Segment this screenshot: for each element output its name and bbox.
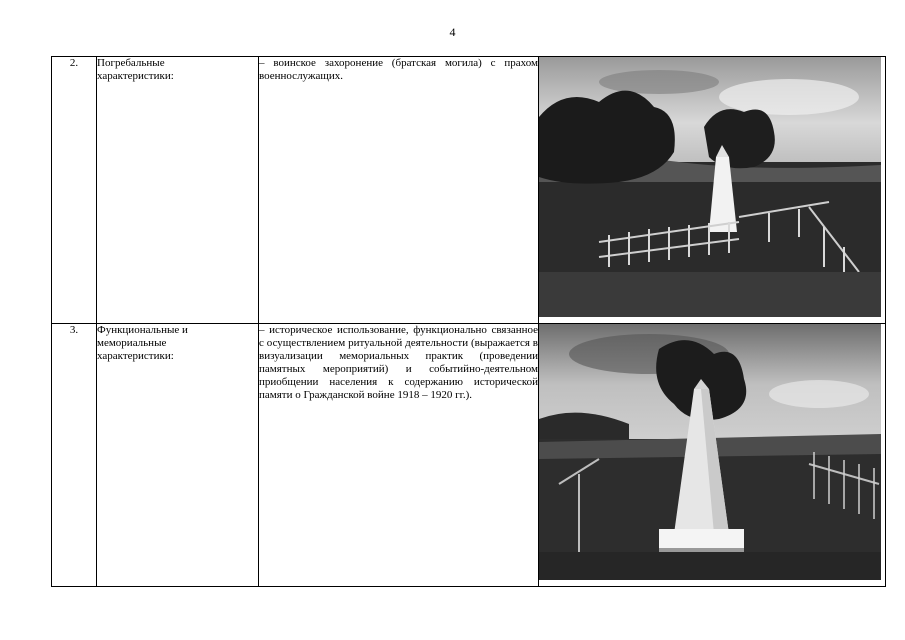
row-title-line: Погребальные: [97, 57, 165, 69]
grave-photo-fenced-obelisk: [539, 57, 881, 317]
row-title: [97, 57, 259, 324]
row-title-line: мемориальные: [97, 337, 167, 349]
characteristics-table: [51, 56, 886, 587]
page-number: 4: [449, 25, 456, 39]
row-description: – историческое использование, функционально связанное с осуществлением ритуальной деятельности (выражается в визуализации мемориальных практик (проведении памятных мероприятий) и событийно-деятельном приобщении населения к содержанию исторической памяти о Гражданской войне 1918 – 1920 гг.).: [259, 324, 539, 587]
photo-cell: [539, 324, 886, 587]
table-row: [52, 324, 886, 587]
grave-photo-obelisk-closeup: [539, 324, 881, 580]
row-number: 3.: [52, 324, 97, 587]
table-row: [52, 57, 886, 324]
row-title-line: характеристики:: [97, 350, 174, 362]
row-number: 2.: [52, 57, 97, 324]
photo-cell: [539, 57, 886, 324]
row-title-line: характеристики:: [97, 70, 174, 82]
row-description: – воинское захоронение (братская могила) с прахом военнослужащих.: [259, 57, 539, 324]
row-title: [97, 324, 259, 587]
row-title-line: Функциональные и: [97, 324, 188, 336]
